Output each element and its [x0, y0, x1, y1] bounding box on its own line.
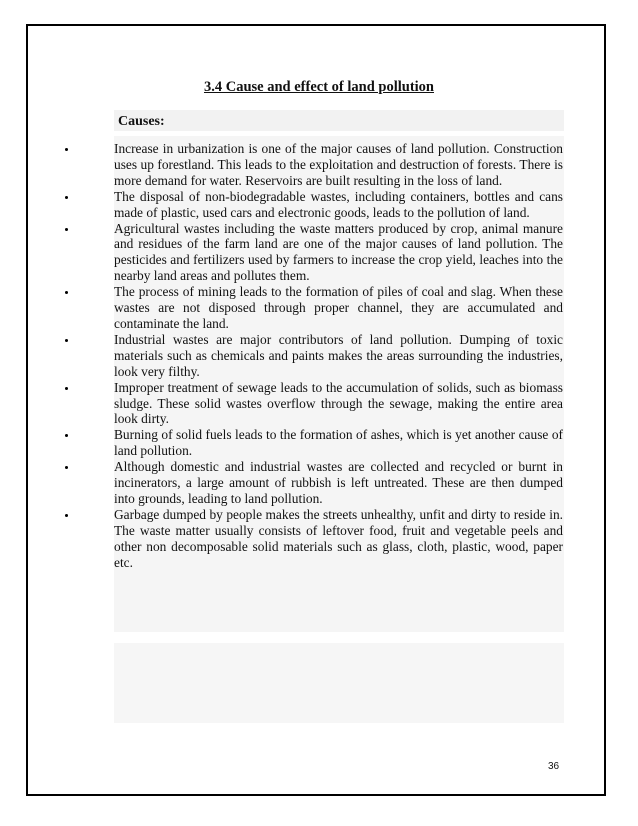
causes-label: Causes:	[118, 114, 165, 129]
causes-label-background	[114, 110, 564, 131]
list-item: The process of mining leads to the formation of piles of coal and slag. When these wastes are not disposed through proper channel, they are accumulated and contaminate the land.	[114, 284, 563, 331]
list-item: Burning of solid fuels leads to the formation of ashes, which is yet another cause of land pollution.	[114, 427, 563, 459]
list-item: Garbage dumped by people makes the streets unhealthy, unfit and dirty to reside in. The waste matter usually consists of leftover food, fruit and vegetable peels and other non decomposable solid materials such as glass, cloth, plastic, wood, paper etc.	[114, 506, 563, 570]
list-item: Improper treatment of sewage leads to the accumulation of solids, such as biomass sludge. These solid wastes overflow through the sewage, making the entire area look dirty.	[114, 379, 563, 427]
list-item: The disposal of non-biodegradable wastes, including containers, bottles and cans made of plastic, used cars and electronic goods, leads to the pollution of land.	[114, 188, 563, 220]
list-item: Agricultural wastes including the waste matters produced by crop, animal manure and residues of the farm land are one of the major causes of land pollution. The pesticides and fertilizers used by farmers to increase the crop yield, leaches into the nearby land areas and pollutes them.	[114, 220, 563, 284]
list-item: Industrial wastes are major contributors of land pollution. Dumping of toxic materials such as chemicals and paints makes the areas surrounding the industries, look very filthy.	[114, 331, 563, 379]
section-heading: 3.4 Cause and effect of land pollution	[203, 79, 434, 95]
causes-list	[114, 141, 563, 570]
empty-text-area	[114, 643, 564, 723]
list-item: Although domestic and industrial wastes are collected and recycled or burnt in incinerators, a large amount of rubbish is left untreated. These are then dumped into grounds, leading to land pollution.	[114, 459, 563, 506]
list-item: Increase in urbanization is one of the major causes of land pollution. Construction uses up forestland. This leads to the exploitation and destruction of forests. There is more demand for water. Reservoirs are built resulting in the loss of land.	[114, 141, 563, 188]
page-number: 36	[548, 761, 560, 772]
